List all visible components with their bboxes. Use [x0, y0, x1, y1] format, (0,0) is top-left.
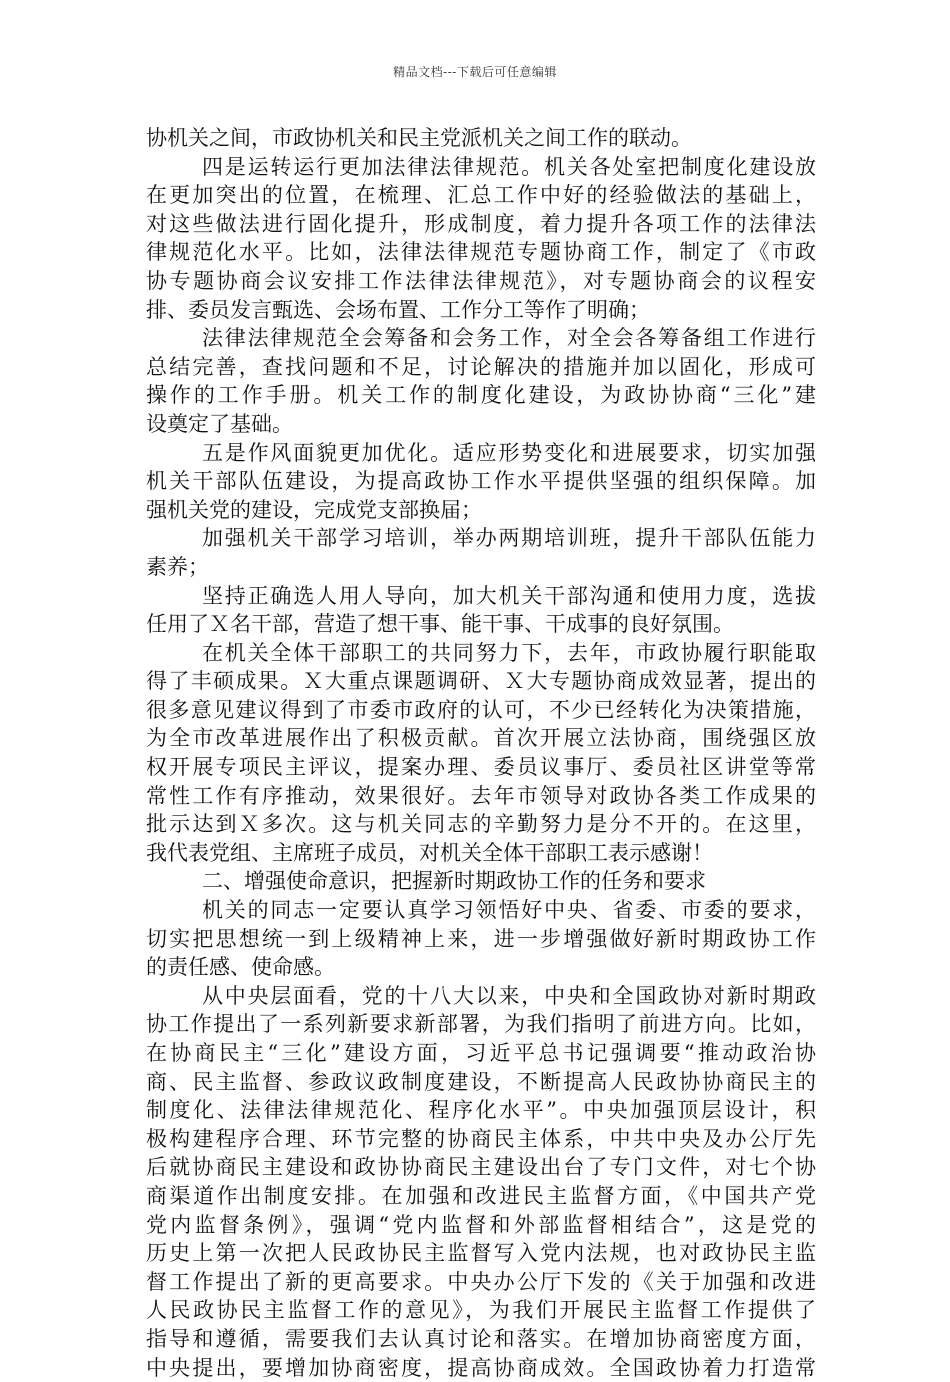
- text-line: 为全市改革进展作出了积极贡献。首次开展立法协商，围绕强区放: [146, 726, 816, 751]
- text-line: 切实把思想统一到上级精神上来，进一步增强做好新时期政协工作: [146, 926, 816, 951]
- text-line: 任用了Ｘ名干部，营造了想干事、能干事、干成事的良好氛围。: [146, 612, 734, 637]
- text-line: 党内监督条例》，强调“党内监督和外部监督相结合”，这是党的: [146, 1212, 816, 1237]
- text-line: 人民政协民主监督工作的意见》，为我们开展民主监督工作提供了: [146, 1298, 816, 1323]
- text-line: 指导和遵循，需要我们去认真讨论和落实。在增加协商密度方面，: [146, 1326, 816, 1351]
- text-line: 制度化、法律法律规范化、程序化水平”。中央加强顶层设计，积: [146, 1098, 816, 1123]
- text-line: 批示达到Ｘ多次。这与机关同志的辛勤努力是分不开的。在这里，: [146, 812, 816, 837]
- text-line: 加强机关干部学习培训，举办两期培训班，提升干部队伍能力: [202, 526, 816, 551]
- text-line: 中央提出，要增加协商密度，提高协商成效。全国政协着力打造常: [146, 1355, 816, 1380]
- text-line: 常性工作有序推动，效果很好。去年市领导对政协各类工作成果的: [146, 783, 816, 808]
- text-line: 历史上第一次把人民政协民主监督写入党内法规，也对政协民主监: [146, 1241, 816, 1266]
- text-line: 协机关之间，市政协机关和民主党派机关之间工作的联动。: [146, 126, 692, 150]
- section-heading: 二、增强使命意识，把握新时期政协工作的任务和要求: [202, 869, 706, 894]
- page-header: 精品文档---下载后可任意编辑: [393, 65, 557, 79]
- text-line: 在更加突出的位置，在梳理、汇总工作中好的经验做法的基础上，: [146, 183, 816, 208]
- text-line: 协工作提出了一系列新要求新部署，为我们指明了前进方向。比如，: [146, 1012, 816, 1037]
- text-line: 的责任感、使命感。: [146, 955, 335, 980]
- document-body: [146, 124, 816, 1382]
- text-line: 从中央层面看，党的十八大以来，中央和全国政协对新时期政: [202, 983, 816, 1008]
- text-line: 四是运转运行更加法律法律规范。机关各处室把制度化建设放: [202, 154, 816, 179]
- text-line: 督工作提出了新的更高要求。中央办公厅下发的《关于加强和改进: [146, 1269, 816, 1294]
- text-line: 极构建程序合理、环节完整的协商民主体系，中共中央及办公厅先: [146, 1126, 816, 1151]
- text-line: 得了丰硕成果。Ｘ大重点课题调研、Ｘ大专题协商成效显著，提出的: [146, 669, 816, 694]
- text-line: 商、民主监督、参政议政制度建设，不断提高人民政协协商民主的: [146, 1069, 816, 1094]
- text-line: 排、委员发言甄选、会场布置、工作分工等作了明确；: [146, 297, 650, 322]
- text-line: 机关的同志一定要认真学习领悟好中央、省委、市委的要求，: [202, 898, 816, 923]
- text-line: 机关干部队伍建设，为提高政协工作水平提供坚强的组织保障。加: [146, 469, 816, 494]
- text-line: 很多意见建议得到了市委市政府的认可，不少已经转化为决策措施，: [146, 697, 816, 722]
- text-line: 我代表党组、主席班子成员，对机关全体干部职工表示感谢！: [146, 840, 713, 865]
- text-line: 在协商民主“三化”建设方面，习近平总书记强调要“推动政治协: [146, 1041, 816, 1065]
- text-line: 权开展专项民主评议，提案办理、委员议事厅、委员社区讲堂等常: [146, 755, 816, 780]
- text-line: 总结完善，查找问题和不足，讨论解决的措施并加以固化，形成可: [146, 354, 816, 379]
- text-line: 素养；: [146, 554, 209, 579]
- text-line: 设奠定了基础。: [146, 411, 293, 436]
- text-line: 对这些做法进行固化提升，形成制度，着力提升各项工作的法律法: [146, 211, 816, 236]
- text-line: 商渠道作出制度安排。在加强和改进民主监督方面，《中国共产党: [146, 1183, 816, 1208]
- text-line: 强机关党的建设，完成党支部换届；: [146, 497, 482, 522]
- text-line: 操作的工作手册。机关工作的制度化建设，为政协协商“三化”建: [146, 383, 816, 408]
- text-line: 在机关全体干部职工的共同努力下，去年，市政协履行职能取: [202, 640, 816, 665]
- text-line: 协专题协商会议安排工作法律法律规范》，对专题协商会的议程安: [146, 268, 816, 293]
- text-line: 后就协商民主建设和政协协商民主建设出台了专门文件，对七个协: [146, 1155, 816, 1180]
- text-line: 法律法律规范全会筹备和会务工作，对全会各筹备组工作进行: [202, 326, 816, 351]
- text-line: 律规范化水平。比如，法律法律规范专题协商工作，制定了《市政: [146, 240, 816, 265]
- text-line: 五是作风面貌更加优化。适应形势变化和进展要求，切实加强: [202, 440, 816, 465]
- text-line: 坚持正确选人用人导向，加大机关干部沟通和使用力度，选拔: [202, 583, 816, 608]
